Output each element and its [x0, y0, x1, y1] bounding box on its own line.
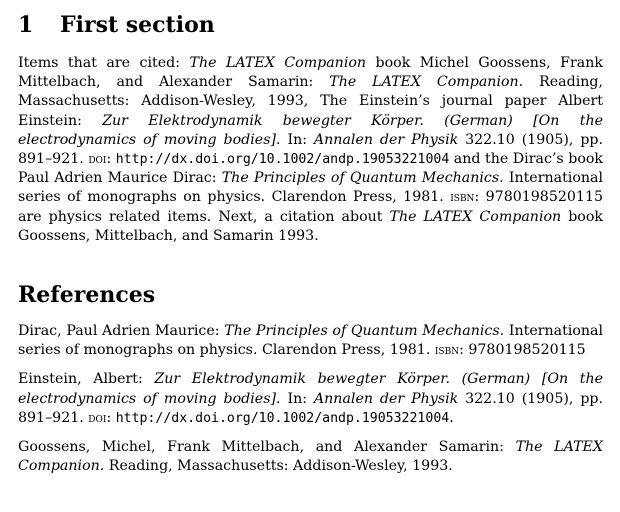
ref-text: : 9780198520115 — [459, 342, 586, 359]
doi-label: doi — [88, 152, 107, 168]
journal-name: Annalen der Physik — [313, 390, 459, 407]
body-text: 322.10 (1905), pp. 891–921. — [18, 131, 603, 168]
body-text: and the Dirac’s book Paul Adrien Maurice Dirac: — [18, 151, 603, 187]
citation-title: The LATEX Companion — [189, 55, 367, 71]
body-text: International series of monographs on physics. Clarendon Press, 1981. — [18, 170, 603, 206]
reference-entry-dirac — [18, 322, 603, 360]
reference-entry-goossens — [18, 438, 603, 476]
reference-entry-einstein — [18, 370, 603, 428]
journal-name: Annalen der Physik — [313, 131, 459, 148]
isbn-label: isbn — [434, 343, 460, 359]
isbn-label: isbn — [450, 190, 475, 206]
ref-text: International series of monographs on physics. Clarendon Press, 1981. — [18, 323, 604, 359]
body-text: : 9780198520115 are physics related items. Next, a citation about — [18, 189, 603, 225]
ref-title: The LATEX Companion. — [18, 439, 603, 475]
document-page — [18, 10, 603, 486]
body-text: : — [106, 151, 116, 168]
ref-text: 322.10 (1905), pp. 891–921. — [18, 390, 603, 426]
citation-title: The LATEX Companion. — [329, 74, 524, 91]
ref-text: In: — [280, 390, 314, 407]
ref-author: Dirac, Paul Adrien Maurice: — [18, 323, 225, 340]
ref-author: Einstein, Albert: — [18, 371, 155, 388]
doi-link[interactable]: http://dx.doi.org/10.1002/andp.19053221004 — [115, 410, 450, 426]
doi-label: doi — [88, 410, 107, 426]
ref-author: Goossens, Michel, Frank Mittelbach, and Alexander Samarin: — [18, 439, 516, 456]
citation-title: The LATEX Companion — [389, 208, 562, 225]
references-heading: References — [18, 282, 156, 309]
ref-title: The Principles of Quantum Mechanics. — [224, 323, 505, 340]
body-text: Items that are cited: — [18, 55, 190, 71]
ref-text: : — [106, 409, 116, 426]
section-number: 1 — [18, 12, 34, 38]
citation-title: Zur Elektrodynamik bewegter Körper. (German) [On the electrodynamics of moving bodies]. — [18, 112, 603, 148]
body-text: In: — [280, 131, 314, 148]
ref-text: . — [449, 409, 454, 426]
body-paragraph — [18, 54, 603, 246]
body-text: book Michel Goossens, Frank Mittelbach, and Alexander Samarin: — [18, 55, 603, 91]
body-text: book Goossens, Mittelbach, and Samarin 1993. — [18, 208, 603, 244]
citation-title: The Principles of Quantum Mechanics. — [221, 170, 504, 187]
doi-link[interactable]: http://dx.doi.org/10.1002/andp.19053221004 — [115, 152, 450, 168]
section-heading — [18, 10, 603, 40]
body-text: Reading, Massachusetts: Addison-Wesley, 1993, The Einstein’s journal paper Albert Einstein: — [18, 74, 603, 129]
section-title: First section — [60, 12, 215, 38]
ref-title: Zur Elektrodynamik bewegter Körper. (German) [On the electrodynamics of moving bodies]. — [18, 371, 603, 407]
ref-text: Reading, Massachusetts: Addison-Wesley, 1993. — [104, 458, 453, 475]
